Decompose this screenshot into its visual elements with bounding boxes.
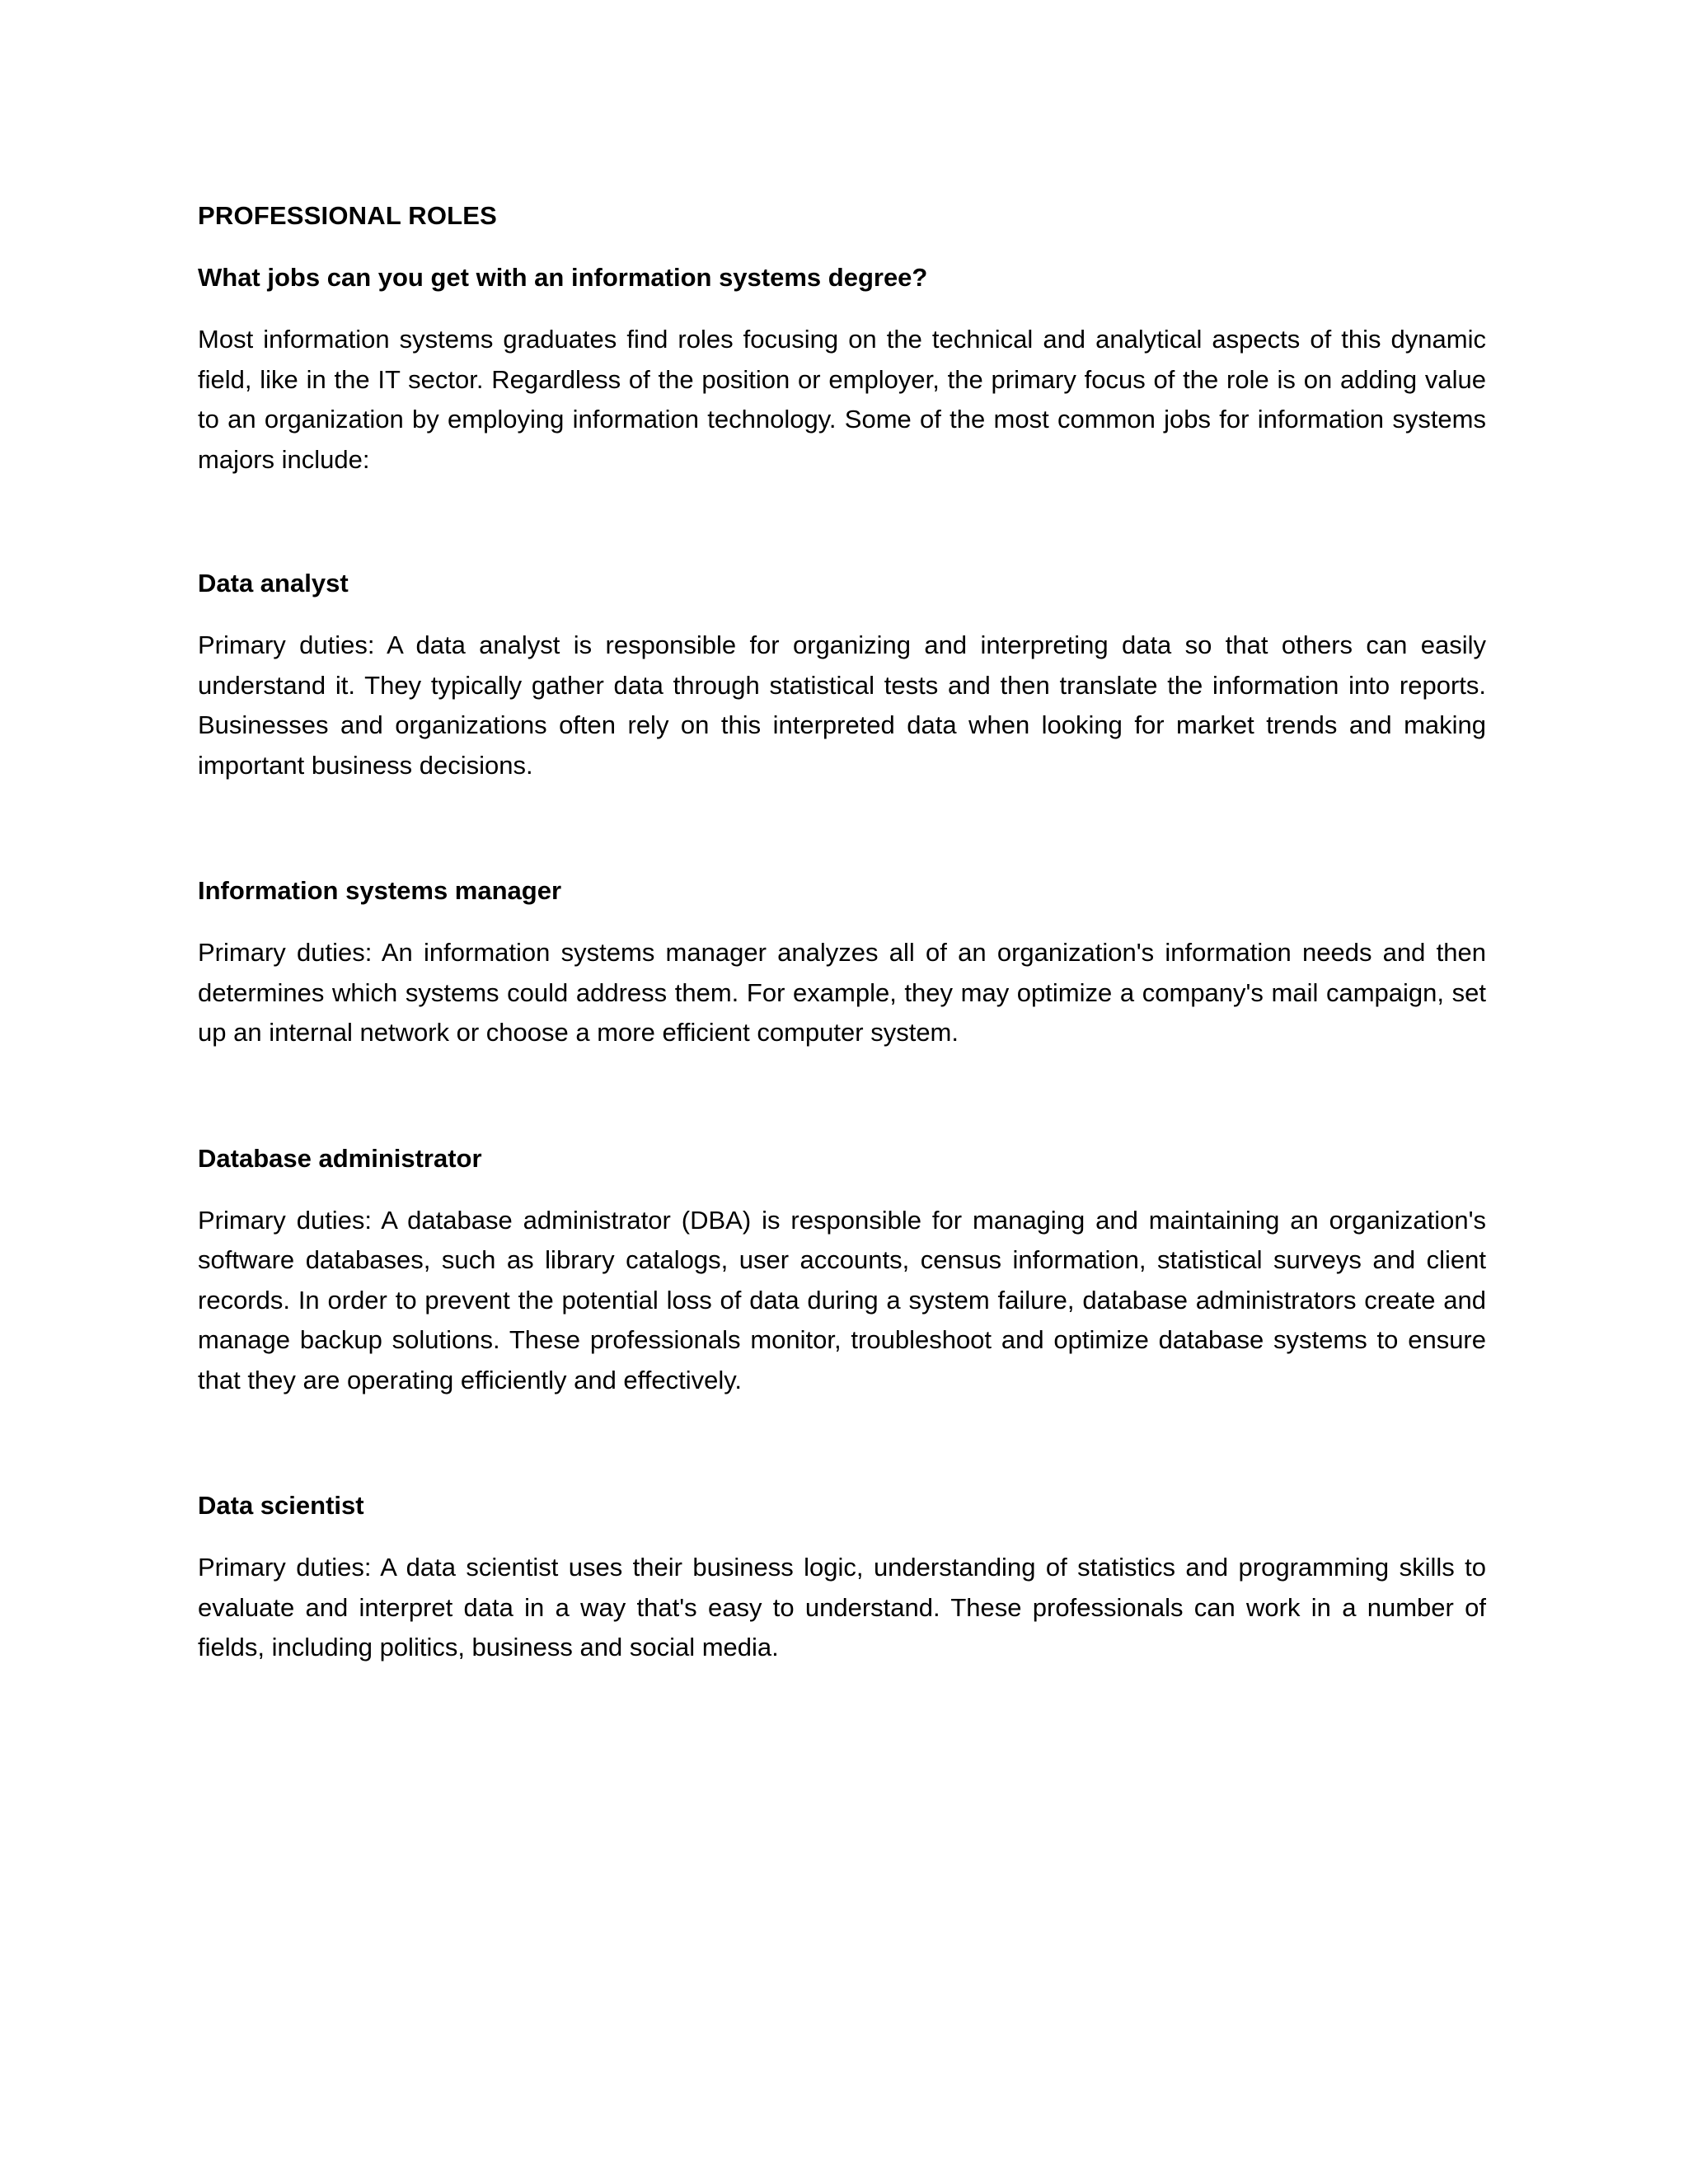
role-description: Primary duties: An information systems manager analyzes all of an organization's information needs and then determines which systems could address them. For example, they may optimize a company's mail campaign, set up an internal network or choose a more efficient computer system. xyxy=(198,938,1486,1047)
role-description: Primary duties: A data analyst is responsible for organizing and interpreting data so that others can easily understand it. They typically gather data through statistical tests and then translate the information into reports. Businesses and organizations often rely on this interpreted data when looking for market trends and making important business decisions. xyxy=(198,630,1486,780)
role-section-information-systems-manager xyxy=(198,871,1486,1053)
role-description: Primary duties: A data scientist uses their business logic, understanding of statistics and programming skills to evaluate and interpret data in a way that's easy to understand. These professionals can work in a number of fields, including politics, business and social media. xyxy=(198,1553,1486,1661)
role-section-data-scientist xyxy=(198,1486,1486,1668)
document-title: PROFESSIONAL ROLES xyxy=(198,201,498,230)
role-title: Data analyst xyxy=(198,569,349,598)
role-title: Database administrator xyxy=(198,1143,482,1173)
section-question: What jobs can you get with an information systems degree? xyxy=(198,263,928,292)
role-section-database-administrator xyxy=(198,1139,1486,1401)
document-page xyxy=(198,196,1486,1754)
role-title: Information systems manager xyxy=(198,876,562,905)
role-description: Primary duties: A database administrator (DBA) is responsible for managing and maintaining an organization's software databases, such as library catalogs, user accounts, census information, statistical surveys and client records. In order to prevent the potential loss of data during a system failure, database administrators create and manage backup solutions. These professionals monitor, troubleshoot and optimize database systems to ensure that they are operating efficiently and effectively. xyxy=(198,1205,1486,1394)
role-title: Data scientist xyxy=(198,1491,364,1520)
role-section-data-analyst xyxy=(198,564,1486,785)
intro-paragraph: Most information systems graduates find roles focusing on the technical and analytical aspects of this dynamic field, like in the IT sector. Regardless of the position or employer, the primary focus of the role is on adding value to an organization by employing information technology. Some of the most common jobs for information systems majors include: xyxy=(198,325,1486,474)
